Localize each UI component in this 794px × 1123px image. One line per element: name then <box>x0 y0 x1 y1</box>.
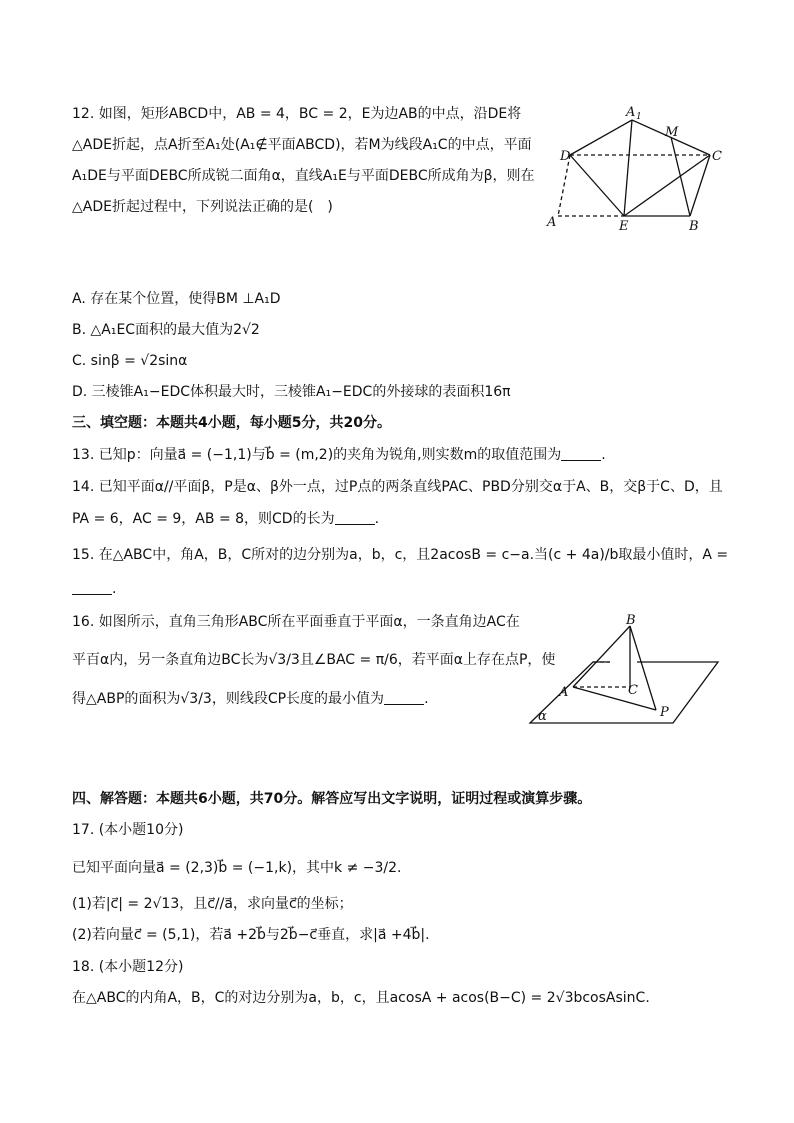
q14-end: . <box>374 511 380 527</box>
q15-line-2 <box>72 578 116 600</box>
q12-option-c: C. sinβ = √2sinα <box>72 353 188 369</box>
answer-blank <box>335 510 375 525</box>
q15-line-1: 15. 在△ABC中，角A，B，C所对的边分别为a，b，c，且2acosB = c−a.当(c + 4a)/b取最小值时，A = <box>72 547 729 563</box>
q13-end: . <box>601 447 606 463</box>
label-alpha: α <box>538 709 547 724</box>
q12-line-3: A₁DE与平面DEBC所成锐二面角α，直线A₁E与平面DEBC所成角为β，则在 <box>72 168 535 184</box>
label-B: B <box>689 219 699 234</box>
q16-line-3 <box>72 688 429 710</box>
q18-line-1: 在△ABC的内角A，B，C的对边分别为a，b，c，且acosA + acos(B−C) = 2√3bcosAsinC. <box>72 990 650 1006</box>
answer-blank <box>384 690 424 705</box>
label-C: C <box>712 149 722 164</box>
label-M: M <box>665 125 679 140</box>
label-P: P <box>660 705 669 720</box>
q16-end: . <box>424 691 429 707</box>
q17-part-2: (2)若向量c⃗ = (5,1)，若a⃗ +2b⃗与2b⃗−c⃗垂直，求|a⃗ +4b⃗|. <box>72 927 430 943</box>
label-C: C <box>628 683 638 698</box>
q16-text: 得△ABP的面积为√3/3，则线段CP长度的最小值为 <box>72 691 385 707</box>
q16-line-1: 16. 如图所示，直角三角形ABC所在平面垂直于平面α，一条直角边AC在 <box>72 614 520 630</box>
q17-line-1: 已知平面向量a⃗ = (2,3)b⃗ = (−1,k)，其中k ≠ −3/2. <box>72 860 402 876</box>
q12-line-4: △ADE折起过程中，下列说法正确的是( ) <box>72 199 333 215</box>
label-B: B <box>626 613 636 628</box>
section-3-heading: 三、填空题：本题共4小题，每小题5分，共20分。 <box>72 415 391 431</box>
q13-line <box>72 444 606 466</box>
q12-line-2: △ADE折起，点A折至A₁处(A₁∉平面ABCD)，若M为线段A₁C的中点，平面 <box>72 137 532 153</box>
label-E: E <box>619 219 629 234</box>
q14-line-1: 14. 已知平面α//平面β，P是α、β外一点，过P点的两条直线PAC、PBD分别交α于A、B，交β于C、D，且 <box>72 479 723 495</box>
q13-text: 13. 已知p：向量a⃗ = (−1,1)与b⃗ = (m,2)的夹角为锐角,则实数m的取值范围为 <box>72 447 562 463</box>
q18-title: 18. (本小题12分) <box>72 959 184 975</box>
label-D: D <box>560 149 571 164</box>
q14-text: PA = 6，AC = 9，AB = 8，则CD的长为 <box>72 511 335 527</box>
q12-line-1: 12. 如图，矩形ABCD中，AB = 4，BC = 2，E为边AB的中点，沿DE将 <box>72 106 522 122</box>
label-A: A <box>547 215 557 230</box>
q12-option-a: A. 存在某个位置，使得BM ⊥A₁D <box>72 291 281 307</box>
label-A: A <box>559 685 569 700</box>
q17-title: 17. (本小题10分) <box>72 822 184 838</box>
q12-figure-folded-rectangle <box>540 98 740 238</box>
answer-blank <box>561 446 601 461</box>
q15-end: . <box>112 581 117 597</box>
label-A1-subscript: 1 <box>636 112 642 122</box>
q17-part-1: (1)若|c⃗| = 2√13，且c⃗//a⃗，求向量c⃗的坐标； <box>72 896 353 912</box>
label-A1: A <box>626 105 636 120</box>
q16-figure-plane-triangle <box>525 610 725 730</box>
section-4-heading: 四、解答题：本题共6小题，共70分。解答应写出文字说明，证明过程或演算步骤。 <box>72 791 592 807</box>
answer-blank <box>72 580 112 595</box>
q14-line-2 <box>72 508 379 530</box>
q12-option-d: D. 三棱锥A₁−EDC体积最大时，三棱锥A₁−EDC的外接球的表面积16π <box>72 384 511 400</box>
q12-option-b: B. △A₁EC面积的最大值为2√2 <box>72 322 260 338</box>
q16-line-2: 平百α内，另一条直角边BC长为√3/3且∠BAC = π/6，若平面α上存在点P，使 <box>72 652 556 668</box>
